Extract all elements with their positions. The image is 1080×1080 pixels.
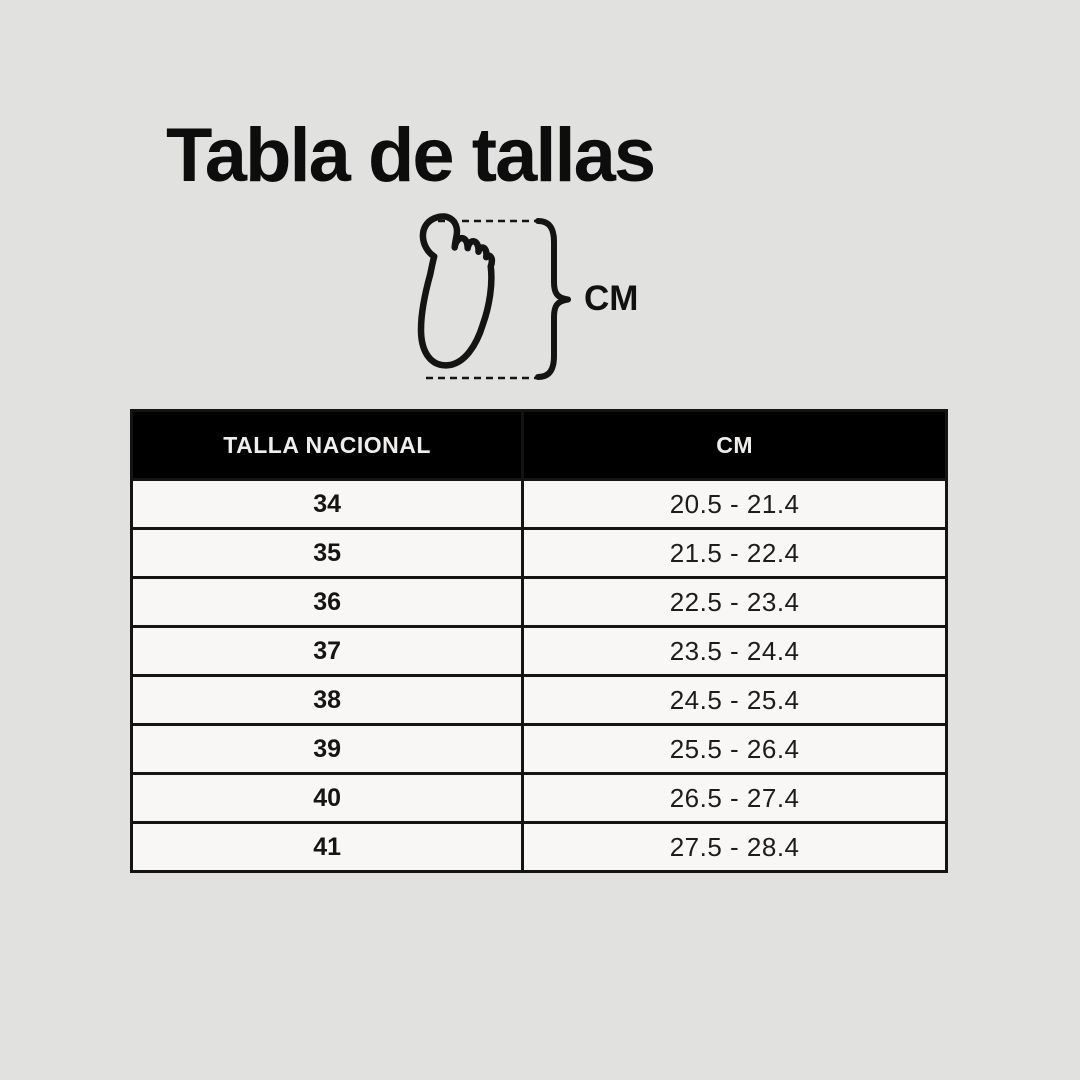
table-row [132, 774, 947, 823]
cm-range-cell: 20.5 - 21.4 [523, 480, 947, 529]
table-row [132, 627, 947, 676]
cm-range-cell: 27.5 - 28.4 [523, 823, 947, 872]
table-row [132, 529, 947, 578]
size-cell: 40 [132, 774, 523, 823]
cm-range-cell: 21.5 - 22.4 [523, 529, 947, 578]
table-row [132, 676, 947, 725]
size-cell: 41 [132, 823, 523, 872]
cm-range-cell: 26.5 - 27.4 [523, 774, 947, 823]
size-cell: 36 [132, 578, 523, 627]
brace-icon [538, 221, 568, 377]
size-cell: 37 [132, 627, 523, 676]
table-row [132, 725, 947, 774]
page-title: Tabla de tallas [166, 113, 655, 198]
column-header-talla-nacional: TALLA NACIONAL [132, 411, 523, 480]
size-table-body [132, 480, 947, 872]
size-cell: 38 [132, 676, 523, 725]
table-row [132, 823, 947, 872]
size-cell: 34 [132, 480, 523, 529]
size-cell: 35 [132, 529, 523, 578]
cm-range-cell: 23.5 - 24.4 [523, 627, 947, 676]
cm-range-cell: 22.5 - 23.4 [523, 578, 947, 627]
size-table [130, 409, 948, 873]
table-row [132, 480, 947, 529]
cm-range-cell: 24.5 - 25.4 [523, 676, 947, 725]
table-row [132, 578, 947, 627]
foot-measure-figure [398, 208, 668, 394]
table-header-row [132, 411, 947, 480]
cm-range-cell: 25.5 - 26.4 [523, 725, 947, 774]
foot-icon [416, 215, 494, 367]
size-cell: 39 [132, 725, 523, 774]
unit-label: CM [584, 279, 639, 318]
column-header-cm: CM [523, 411, 947, 480]
